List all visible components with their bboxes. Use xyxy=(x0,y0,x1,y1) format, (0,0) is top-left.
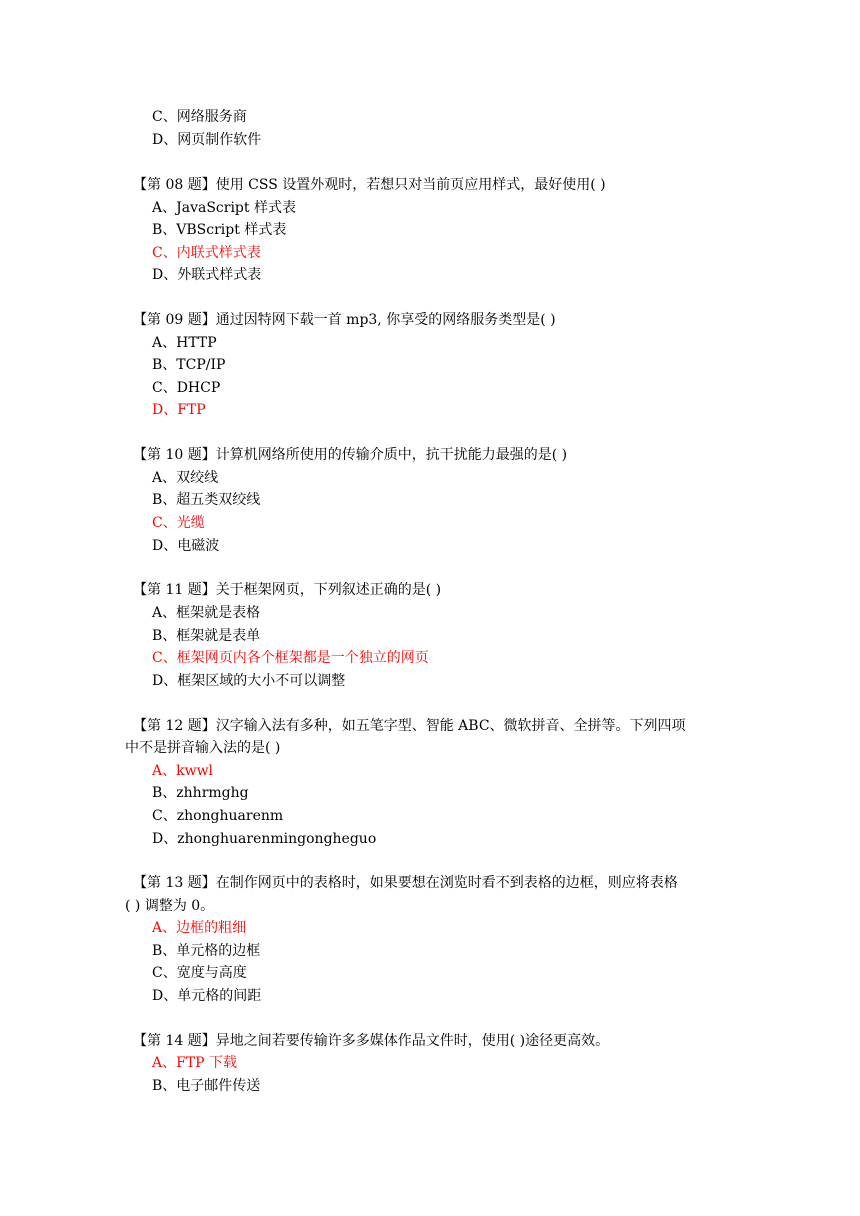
question-13-stem: 【第 13 题】在制作网页中的表格时，如果要想在浏览时看不到表格的边框，则应将表格 xyxy=(133,875,678,891)
question-13-stem-continued: ( ) 调整为 0。 xyxy=(125,898,215,914)
question-12-option-d: D、zhonghuarenmingongheguo xyxy=(152,831,377,847)
question-14-stem: 【第 14 题】异地之间若要传输许多多媒体作品文件时，使用( )途径更高效。 xyxy=(133,1033,610,1049)
question-09-option-a: A、HTTP xyxy=(152,335,217,351)
question-12-option-a: A、kwwl xyxy=(152,763,214,779)
question-09-option-b: B、TCP/IP xyxy=(152,357,226,373)
question-08-option-d: D、外联式样式表 xyxy=(152,267,262,283)
question-08-option-a: A、JavaScript 样式表 xyxy=(152,200,296,216)
question-14-option-b: B、电子邮件传送 xyxy=(152,1078,261,1094)
question-11-stem: 【第 11 题】关于框架网页，下列叙述正确的是( ) xyxy=(133,582,442,598)
option-d-prev: D、网页制作软件 xyxy=(152,132,262,148)
question-09-option-d: D、FTP xyxy=(152,402,206,418)
question-11-option-a: A、框架就是表格 xyxy=(152,605,261,621)
question-12-stem-continued: 中不是拼音输入法的是( ) xyxy=(125,740,281,756)
question-08-option-c: C、内联式样式表 xyxy=(152,245,261,261)
option-c-prev: C、网络服务商 xyxy=(152,109,247,125)
question-11-option-d: D、框架区域的大小不可以调整 xyxy=(152,673,346,689)
question-09-option-c: C、DHCP xyxy=(152,380,221,396)
question-11-option-c: C、框架网页内各个框架都是一个独立的网页 xyxy=(152,650,429,666)
question-13-option-b: B、单元格的边框 xyxy=(152,943,261,959)
question-13-option-c: C、宽度与高度 xyxy=(152,965,247,981)
question-10-stem: 【第 10 题】计算机网络所使用的传输介质中，抗干扰能力最强的是( ) xyxy=(133,447,568,463)
question-10-option-a: A、双绞线 xyxy=(152,470,219,486)
question-08-stem: 【第 08 题】使用 CSS 设置外观时，若想只对当前页应用样式，最好使用( ) xyxy=(133,177,606,193)
question-10-option-b: B、超五类双绞线 xyxy=(152,492,261,508)
question-08-option-b: B、VBScript 样式表 xyxy=(152,222,287,238)
question-10-option-d: D、电磁波 xyxy=(152,538,220,554)
question-10-option-c: C、光缆 xyxy=(152,515,205,531)
question-12-option-b: B、zhhrmghg xyxy=(152,785,249,801)
question-13-option-a: A、边框的粗细 xyxy=(152,920,247,936)
question-13-option-d: D、单元格的间距 xyxy=(152,988,262,1004)
question-11-option-b: B、框架就是表单 xyxy=(152,628,261,644)
question-14-option-a: A、FTP 下载 xyxy=(152,1055,238,1071)
question-12-option-c: C、zhonghuarenm xyxy=(152,808,284,824)
question-12-stem: 【第 12 题】汉字输入法有多种，如五笔字型、智能 ABC、微软拼音、全拼等。下列四项 xyxy=(133,718,686,734)
question-09-stem: 【第 09 题】通过因特网下载一首 mp3, 你享受的网络服务类型是( ) xyxy=(133,312,556,328)
